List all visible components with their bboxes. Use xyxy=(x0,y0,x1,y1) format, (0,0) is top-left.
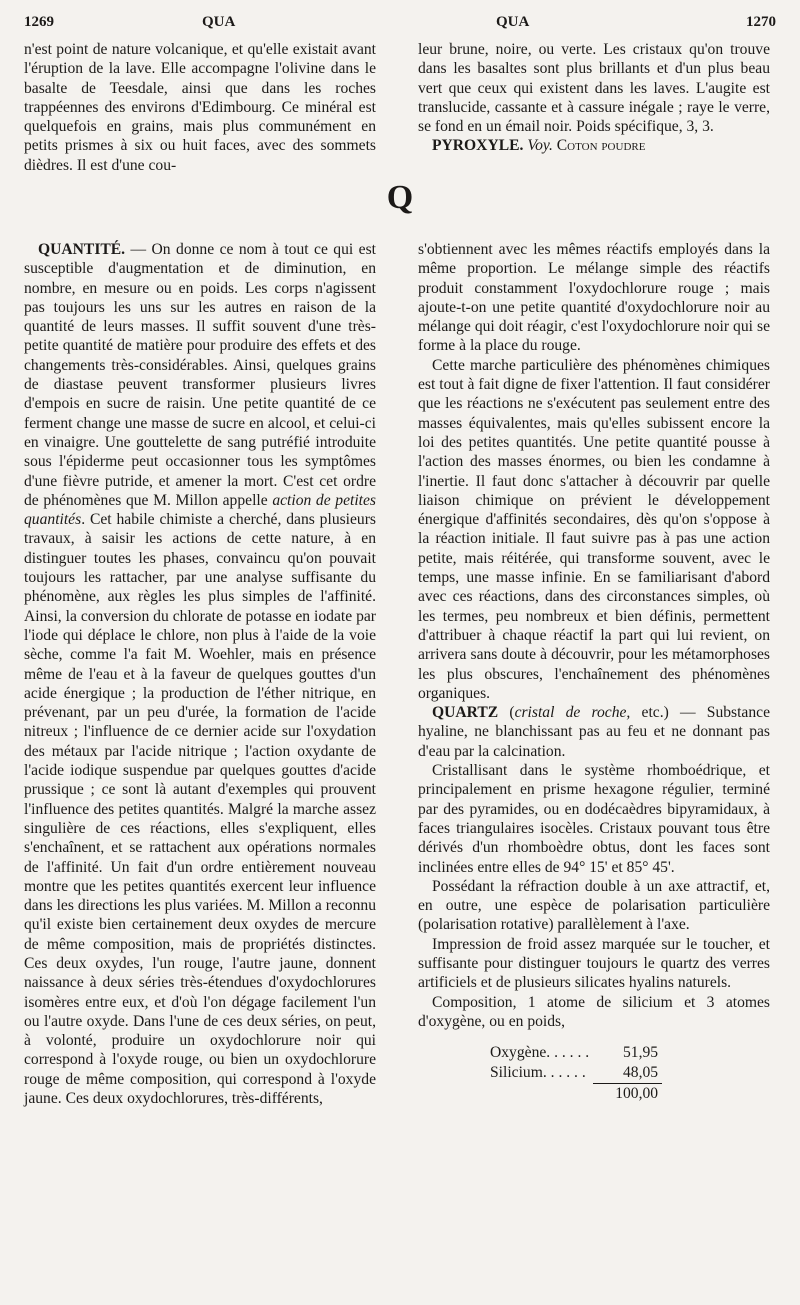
quantite-term: QUANTITÉ. xyxy=(38,241,126,258)
quantite-paragraph-2: Cette marche particulière des phénomènes chimiques est tout à fait digne de fixer l'attention. Il faut considérer que les réactions ne s'exécutent pas seulement entre des masses équivalentes, mais qu'elles subissent encore la loi des petites quantités. Une petite quantité pousse à l'action des masses énormes, ou bien les condamne à l'inertie. Il faut donc s'attacher à découvrir par quelle liaison chimique on prévient le développement énergique d'affinités secondaires, dès qu'on s'oppose à la réaction initiale. Il faut suivre pas à pas une action petite, mais réitérée, qui transforme souvent, avec le temps, une masse infinie. En se familiarisant d'abord avec ces réactions, dans des circonstances simples, où les termes, peu nombreux et bien définis, permettent d'attribuer à chaque réactif la part qui lui revient, on arrivera sans doute à découvrir, pour les métamorphoses les plus obscures, l'enchaînement des phénomènes organiques. xyxy=(418,356,770,702)
top-right-column xyxy=(418,40,770,156)
quantite-text-1: — On donne ce nom à tout ce qui est susceptible d'augmentation et de diminution, en nombre, en mesure ou en poids. Les corps n'agissent pas toujours les uns sur les autres en raison de la quantité de leurs masses. Il suffit souvent d'une très-petite quantité de matière pour produire des effets et des changements très-considérables. Ainsi, quelques grains de diastase peuvent transformer plusieurs livres d'empois en sucre de raisin. Une petite quantité de ce ferment change une masse de sucre en alcool, et celui-ci en vinaigre. Une gouttelette de sang putréfié introduite sous l'épiderme peut occasionner tous les symptômes d'une fièvre putride, et amener la mort. C'est cet ordre de phénomènes que M. Millon appelle xyxy=(24,241,376,509)
left-running-head: QUA xyxy=(202,14,236,30)
left-column xyxy=(24,240,376,1108)
right-column xyxy=(418,240,770,1104)
quartz-term: QUARTZ xyxy=(432,704,499,722)
quartz-italic: cristal de roche, xyxy=(514,704,631,722)
augite-continuation-left: n'est point de nature volcanique, et qu'elle existait avant l'éruption de la lave. Elle accompagne l'olivine dans le basalte de Teesdale, ainsi que dans les roches trappéennes des environs d'Edimbourg. Ce minéral est quelquefois en grains, mais plus communément en petits prismes à six ou huit faces, avec des sommets dièdres. Il est d'une cou- xyxy=(24,41,376,174)
section-letter: Q xyxy=(386,179,414,216)
composition-value: 48,05 xyxy=(622,1064,659,1082)
composition-row xyxy=(486,1043,662,1063)
composition-element: Oxygène. . . . . . xyxy=(490,1044,590,1062)
pyroxyle-term: PYROXYLE. xyxy=(432,137,524,155)
right-running-head: QUA xyxy=(496,14,530,30)
pyroxyle-crossref: Coton poudre xyxy=(556,137,646,155)
quartz-paragraph-5: Composition, 1 atome de silicium et 3 atomes d'oxygène, ou en poids, xyxy=(418,993,770,1030)
running-header xyxy=(24,14,776,36)
augite-continuation-right: leur brune, noire, ou verte. Les cristaux qu'on trouve dans les basaltes sont plus brillants et d'un plus beau vert que ceux qui existent dans les laves. L'augite est translucide, cassante et à cassure inégale ; raye le verre, se fond en un émail noir. Poids spécifique, 3, 3. xyxy=(418,41,770,136)
entry-quartz: QUARTZ (cristal de roche, etc.) — Substance hyaline, ne blanchissant pas au feu et ne donnant pas d'eau par la calcination. xyxy=(418,704,770,760)
left-page-number: 1269 xyxy=(24,14,54,30)
composition-row xyxy=(486,1063,662,1084)
composition-element: Silicium. . . . . . xyxy=(490,1064,586,1082)
composition-table xyxy=(486,1043,662,1104)
quartz-paragraph-2: Cristallisant dans le système rhomboédrique, et principalement en prisme hexagone régulier, terminé par des pyramides, ou en dodécaèdres bipyramidaux, à faces triangulaires isocèles. Cristaux pouvant tous être dérivés d'un rhomboèdre obtus, dont les faces sont inclinées entre elles de 94° 15' et 85° 45'. xyxy=(418,762,770,876)
quantite-italic-term: action de petites quantités xyxy=(24,491,377,529)
entry-quantite xyxy=(24,240,376,1108)
quartz-paragraph-3: Possédant la réfraction double à un axe attractif, et, en outre, une espèce de polarisation particulière (polarisation rotative) parallèlement à l'axe. xyxy=(418,877,770,934)
composition-total: 100,00 xyxy=(593,1084,662,1105)
quartz-paragraph-4: Impression de froid assez marquée sur le toucher, et suffisante pour distinguer toujours le quartz des verres artificiels et de plusieurs silicates hyalins naturels. xyxy=(418,935,770,992)
top-left-column xyxy=(24,40,376,175)
quartz-def: etc.) — Substance hyaline, ne blanchissant pas au feu et ne donnant pas d'eau par la calcination. xyxy=(418,704,770,760)
pyroxyle-voy: Voy. xyxy=(527,137,553,155)
composition-value: 51,95 xyxy=(622,1044,659,1062)
quantite-text-2: . Cet habile chimiste a cherché, dans plusieurs travaux, à saisir les actions de cette nature, à en distinguer toutes les phases, convaincu qu'on pouvait toujours les rattacher, par une analyse suffisante du phénomène, aux règles les plus simples de l'affinité. Ainsi, la conversion du chlorate de potasse en iodate par l'iode qui déplace le chlore, non plus à l'aide de la voie sèche, comme l'a fait M. Woehler, mais en présence même de l'eau et à la faveur de quelques gouttes d'un acide énergique ; la production de l'éther nitrique, en prévenant, par un peu d'urée, la formation de l'acide nitreux ; l'influence de ce dernier acide sur l'oxydation des métaux par l'acide nitrique ; l'action oxydante de l'acide iodique suspendue par quelques gouttes d'acide prussique ; ce sont là autant d'exemples qui prouvent l'influence des petites quantités. Malgré la marche assez singulière de ces réactions, elles s'expliquent, elles s'enchaînent, et se rattachent aux opérations normales de l'affinité. Un fait d'un ordre entièrement nouveau montre que les petites quantités exercent leur influence dans les directions les plus variées. M. Millon a reconnu qu'il existe bien certainement deux oxydes de mercure de même composition, mais de propriétés distinctes. Ces deux oxydes, l'un rouge, l'autre jaune, donnent naissance à deux séries très-étendues d'oxydochlorures isomères entre eux, et d'où l'on dégage facilement l'un ou l'autre oxyde. Dans l'une de ces deux séries, on peut, à volonté, produire un oxydochlorure noir qui correspond à l'oxyde rouge, ou bien un oxydochlorure rouge de même composition, qui correspond à l'oxyde jaune. Ces deux oxydochlorures, très-différents, xyxy=(24,511,376,1108)
composition-total-row xyxy=(486,1084,662,1105)
entry-pyroxyle xyxy=(418,136,770,155)
quantite-continuation: s'obtiennent avec les mêmes réactifs employés dans la même proportion. Le mélange simple des réactifs produit constamment l'oxydochlorure rouge ; mais ajoute-t-on une petite quantité d'oxydochlorure noir au mélange qui doit réagir, c'est l'oxydochlorure noir qui se forme à la place du rouge. xyxy=(418,241,770,355)
right-page-number: 1270 xyxy=(746,14,776,30)
